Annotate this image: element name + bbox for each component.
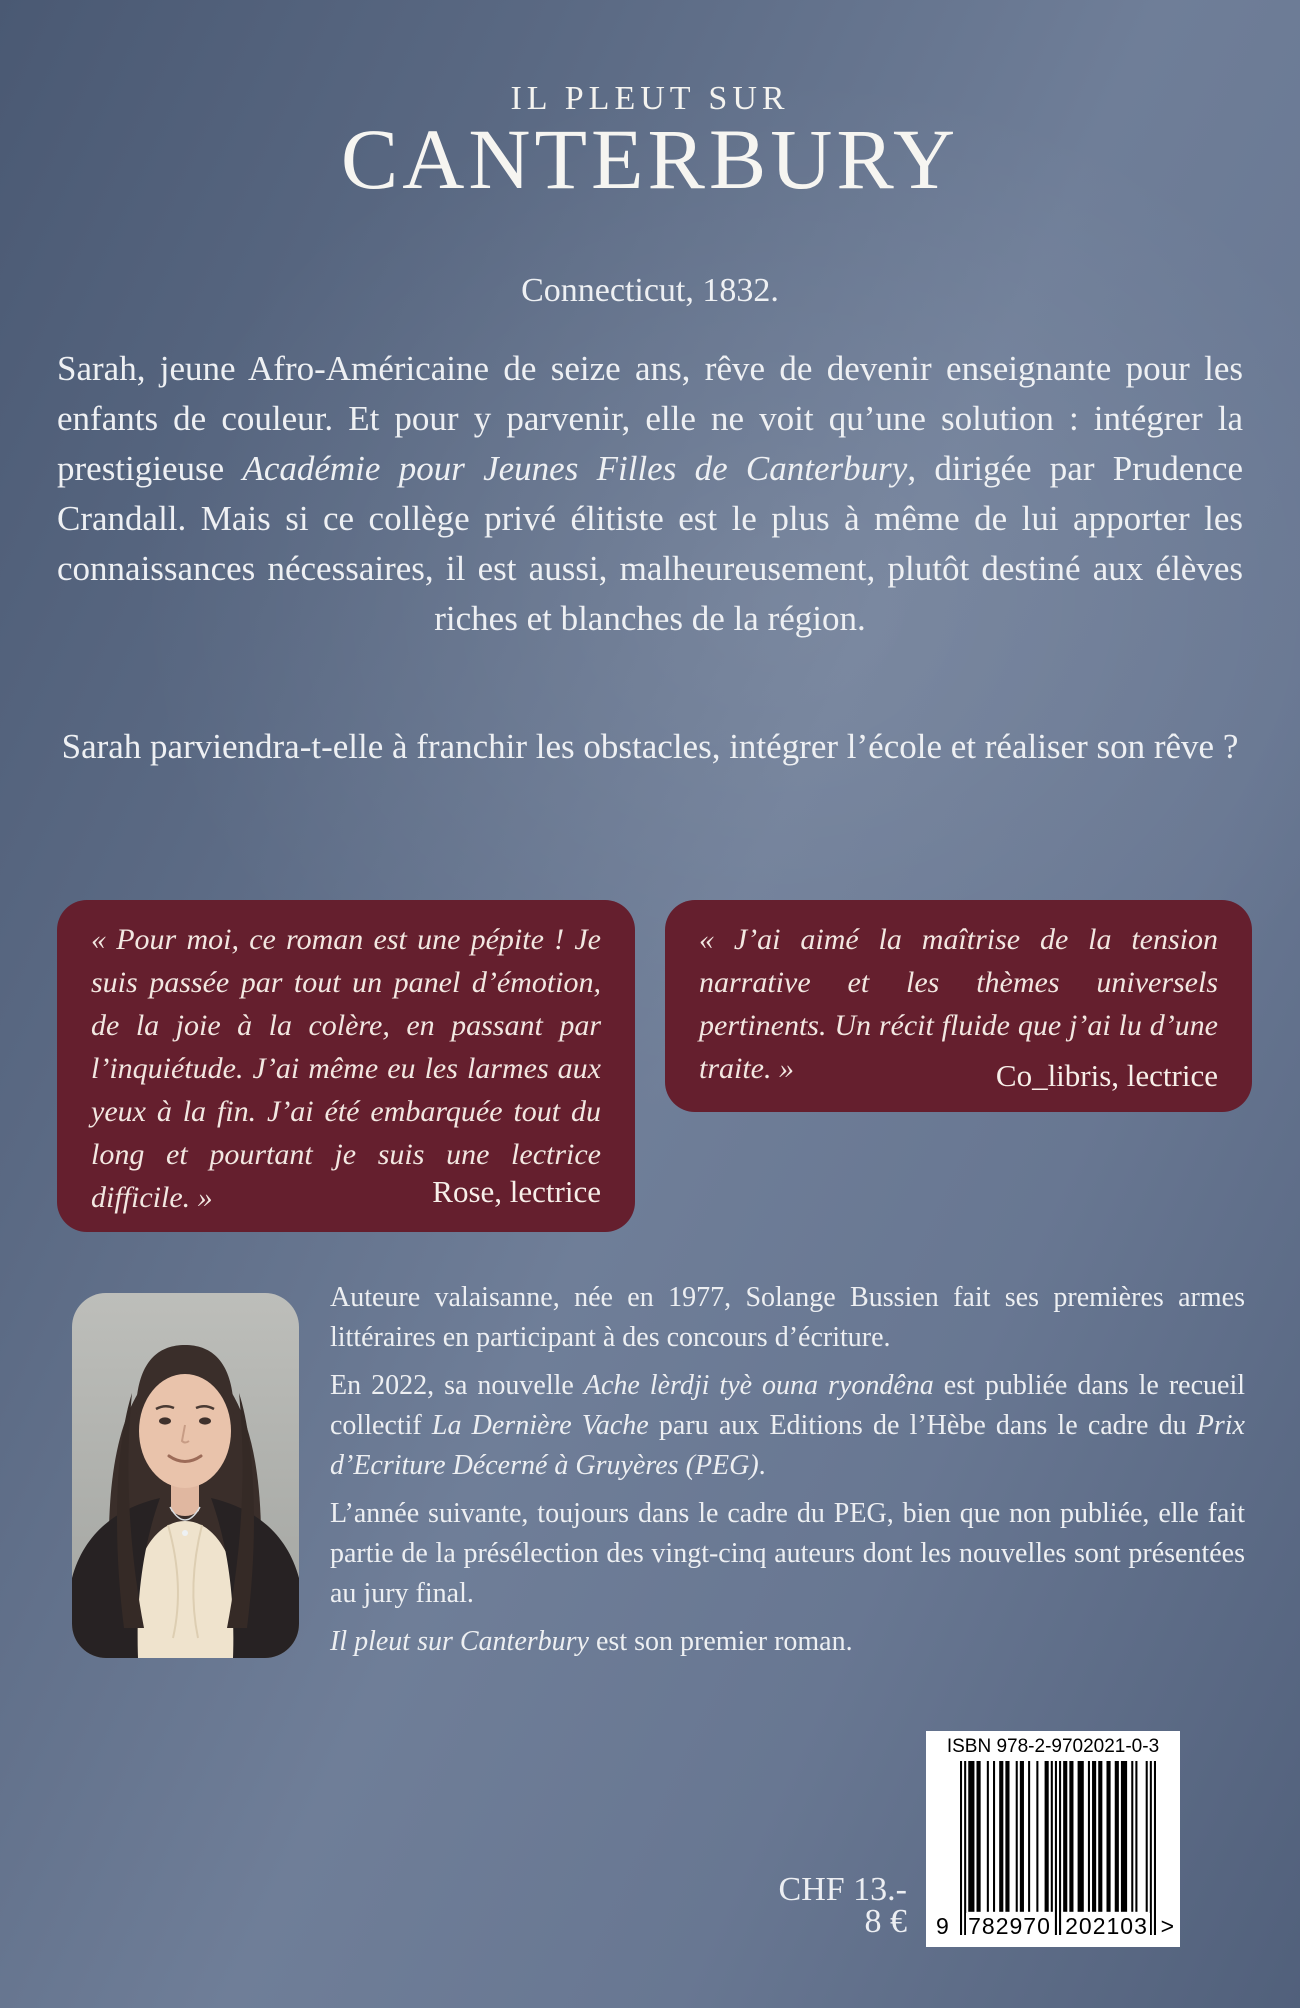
author-photo [72,1293,299,1658]
synopsis-paragraph-1: Sarah, jeune Afro-Américaine de seize ans, rêve de devenir enseignante pour les enfants de couleur. Et pour y parvenir, elle ne voit qu’une solution : intégrer la prestigieuse Académie pour Jeunes Filles de Canterbury, dirigée par Prudence Crandall. Mais si ce collège privé élitiste est le plus à même de lui apporter les connaissances nécessaires, il est aussi, malheureusement, plutôt destiné aux élèves riches et blanches de la région. [57,349,1243,638]
price-eur: 8 € [864,1903,907,1940]
necklace-pendant [182,1530,188,1536]
review-quote-rose: « Pour moi, ce roman est une pépite ! Je suis passée par tout un panel d’émotion, de la joie à la colère, en passant par l’inquiétude. J’ai même eu les larmes aux yeux à la fin. J’ai été embarquée tout du long et pourtant je suis une lectrice difficile. » [91,923,601,1214]
face [139,1374,231,1488]
book-title-line2: CANTERBURY [340,111,960,207]
barcode-digit-leading: 9 [936,1913,949,1939]
right-eye [199,1417,211,1424]
author-bio [330,1278,1245,1670]
bio-paragraph-1: Auteure valaisanne, née en 1977, Solange Bussien fait ses premières armes littéraires en participant à des concours d’écriture. [330,1282,1245,1353]
review-attribution-colibris: Co_libris, lectrice [995,1058,1218,1093]
price-chf: CHF 13.- [778,1871,907,1908]
left-eye [159,1417,171,1424]
synopsis-paragraph-2: Sarah parviendra-t-elle à franchir les obstacles, intégrer l’école et réaliser son rêve ? [61,727,1239,766]
story-setting: Connecticut, 1832. [521,272,779,309]
barcode-body [936,1759,1174,1939]
review-card-rose [57,900,635,1232]
barcode-digits-right-group: 202103 [1063,1913,1150,1939]
barcode-trailing-mark: > [1160,1913,1174,1939]
bio-paragraph-3: L’année suivante, toujours dans le cadre du PEG, bien que non publiée, elle fait partie de la présélection des vingt-cinq auteurs dont les nouvelles sont présentées au jury final. [330,1498,1245,1609]
book-title-line1: IL PLEUT SUR [510,80,790,117]
review-attribution-rose: Rose, lectrice [432,1174,601,1209]
review-quote-colibris: « J’ai aimé la maîtrise de la tension narrative et les thèmes universels pertinents. Un récit fluide que j’ai lu d’une traite. » [699,923,1218,1085]
price-block [778,1871,907,1940]
isbn-number: ISBN 978-2-9702021-0-3 [946,1736,1160,1757]
barcode-bars [960,1761,1156,1935]
review-card-colibris [665,900,1252,1112]
barcode-digits-left-group: 782970 [966,1913,1053,1939]
bio-paragraph-4: Il pleut sur Canterbury est son premier roman. [330,1626,853,1657]
bio-paragraph-2: En 2022, sa nouvelle Ache lèrdji tyè ouna ryondêna est publiée dans le recueil collectif La Dernière Vache paru aux Editions de l’Hèbe dans le cadre du Prix d’Ecriture Décerné à Gruyères (PEG). [330,1370,1246,1481]
isbn-barcode [926,1731,1180,1947]
author-portrait-illustration [72,1293,299,1658]
